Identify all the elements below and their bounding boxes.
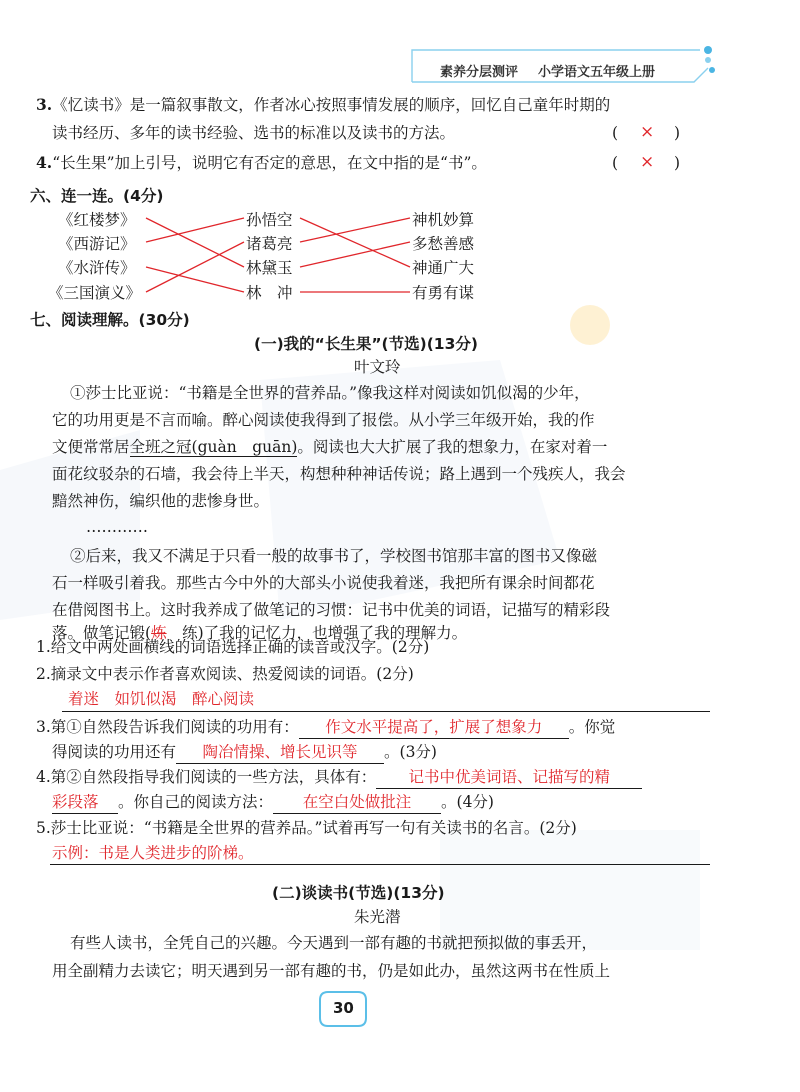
question-1: 1.给文中两处画横线的词语选择正确的读音或汉字。(2分) xyxy=(36,638,430,656)
page-number: 30 xyxy=(333,999,354,1017)
passage2-line1: 有些人读书，全凭自己的兴趣。今天遇到一部有趣的书就把预拟做的事丢开， xyxy=(70,934,598,952)
item-number: 4. xyxy=(36,153,53,172)
match-line xyxy=(146,242,244,292)
p1-line1: ①莎士比亚说：“书籍是全世界的营养品。”像我这样对阅读如饥似渴的少年， xyxy=(70,384,590,402)
answer-mark: × xyxy=(640,122,655,142)
passage1-author: 叶文玲 xyxy=(354,358,401,376)
p2-line1: ②后来，我又不满足于只看一般的故事书了，学校图书馆那丰富的图书又像磁 xyxy=(70,547,598,565)
match-line xyxy=(300,218,410,242)
book-3: 《水浒传》 xyxy=(58,259,136,277)
match-line xyxy=(146,267,244,292)
p1-line4: 面花纹驳杂的石墙，我会待上半天，构想种种神话传说；路上遇到一个残疾人，我会 xyxy=(52,465,626,483)
answer-line xyxy=(50,864,710,865)
ellipsis: ………… xyxy=(86,518,148,536)
question-2: 2.摘录文中表示作者喜欢阅读、热爱阅读的词语。(2分) xyxy=(36,665,414,683)
judge-item-3-line2: 读书经历、多年的读书经验、选书的标准以及读书的方法。 xyxy=(52,124,456,142)
answer-blank: 作文水平提高了，扩展了想象力 xyxy=(299,716,569,739)
match-line xyxy=(300,242,410,267)
item-number: 3. xyxy=(36,95,53,114)
character-2: 诸葛亮 xyxy=(246,235,293,253)
p2-line3: 在借阅图书上。这时我养成了做笔记的习惯：记书中优美的词语，记描写的精彩段 xyxy=(52,601,611,619)
passage2-line2: 用全副精力去读它；明天遇到另一部有趣的书，仍是如此办，虽然这两书在性质上 xyxy=(52,962,611,980)
passage2-author: 朱光潜 xyxy=(354,908,401,926)
page-number-badge xyxy=(318,990,368,1028)
character-3: 林黛玉 xyxy=(246,259,293,277)
answer-line xyxy=(62,711,710,712)
question-3: 3.第①自然段告诉我们阅读的功用有： 作文水平提高了，扩展了想象力 。你觉 xyxy=(36,716,615,739)
underlined-phrase: 全班之冠(guàn guān) xyxy=(129,438,298,456)
judge-item-4-bracket: ( × ) xyxy=(612,152,681,172)
item-text: “长生果”加上引号，说明它有否定的意思，在文中指的是“书”。 xyxy=(52,154,487,172)
question-4: 4.第②自然段指导我们阅读的一些方法，具体有： 记书中优美词语、记描写的精 xyxy=(36,766,642,789)
answer-blank: 彩段落 xyxy=(52,791,118,814)
p1-line5: 黯然神伤，编织他的悲惨身世。 xyxy=(52,492,270,510)
question-2-answer: 着迷 如饥似渴 醉心阅读 xyxy=(68,690,255,708)
character-4: 林 冲 xyxy=(246,284,293,302)
item-text: 《忆读书》是一篇叙事散文，作者冰心按照事情发展的顺序，回忆自己童年时期的 xyxy=(52,96,611,114)
passage1-title: (一)我的“长生果”(节选)(13分) xyxy=(254,335,478,353)
answer-blank: 在空白处做批注 xyxy=(273,791,441,814)
section7-title: 七、阅读理解。(30分) xyxy=(30,311,190,329)
trait-2: 多愁善感 xyxy=(412,235,475,253)
match-line xyxy=(300,218,410,267)
matching-lines xyxy=(0,0,800,320)
answer-mark: × xyxy=(640,152,655,172)
book-4: 《三国演义》 xyxy=(48,284,142,302)
correction-mark: 炼 xyxy=(151,624,167,642)
question-5-answer: 示例：书是人类进步的阶梯。 xyxy=(52,844,254,862)
character-1: 孙悟空 xyxy=(246,211,293,229)
judge-item-3-bracket: ( × ) xyxy=(612,122,681,142)
trait-4: 有勇有谋 xyxy=(412,284,475,302)
question-4-line2: 彩段落 。你自己的阅读方法： 在空白处做批注 。(4分) xyxy=(52,791,494,814)
question-5: 5.莎士比亚说：“书籍是全世界的营养品。”试着再写一句有关读书的名言。(2分) xyxy=(36,819,577,837)
answer-blank: 陶冶情操、增长见识等 xyxy=(176,741,384,764)
trait-1: 神机妙算 xyxy=(412,211,475,229)
p1-line3: 文便常常居全班之冠(guàn guān)。阅读也大大扩展了我的想象力，在家对着一 xyxy=(52,438,608,456)
p2-line4-final: 落。做笔记锻(炼 练)了我的记忆力，也增强了我的理解力。 xyxy=(52,624,468,642)
p2-line2: 石一样吸引着我。那些古今中外的大部头小说使我着迷，我把所有课余时间都花 xyxy=(52,574,595,592)
section6-title: 六、连一连。(4分) xyxy=(30,187,164,205)
match-line xyxy=(146,218,244,242)
passage2-title: (二)谈读书(节选)(13分) xyxy=(272,884,445,902)
match-line xyxy=(146,218,244,267)
header-subject: 小学语文五年级上册 xyxy=(538,65,656,80)
answer-blank: 记书中优美词语、记描写的精 xyxy=(376,766,642,789)
book-1: 《红楼梦》 xyxy=(58,211,136,229)
trait-3: 神通广大 xyxy=(412,259,475,277)
p1-line2: 它的功用更是不言而喻。醉心阅读使我得到了报偿。从小学三年级开始，我的作 xyxy=(52,411,595,429)
book-2: 《西游记》 xyxy=(58,235,136,253)
header-series: 素养分层测评 xyxy=(440,65,519,80)
question-3-line2: 得阅读的功用还有 陶冶情操、增长见识等 。(3分) xyxy=(52,741,437,764)
